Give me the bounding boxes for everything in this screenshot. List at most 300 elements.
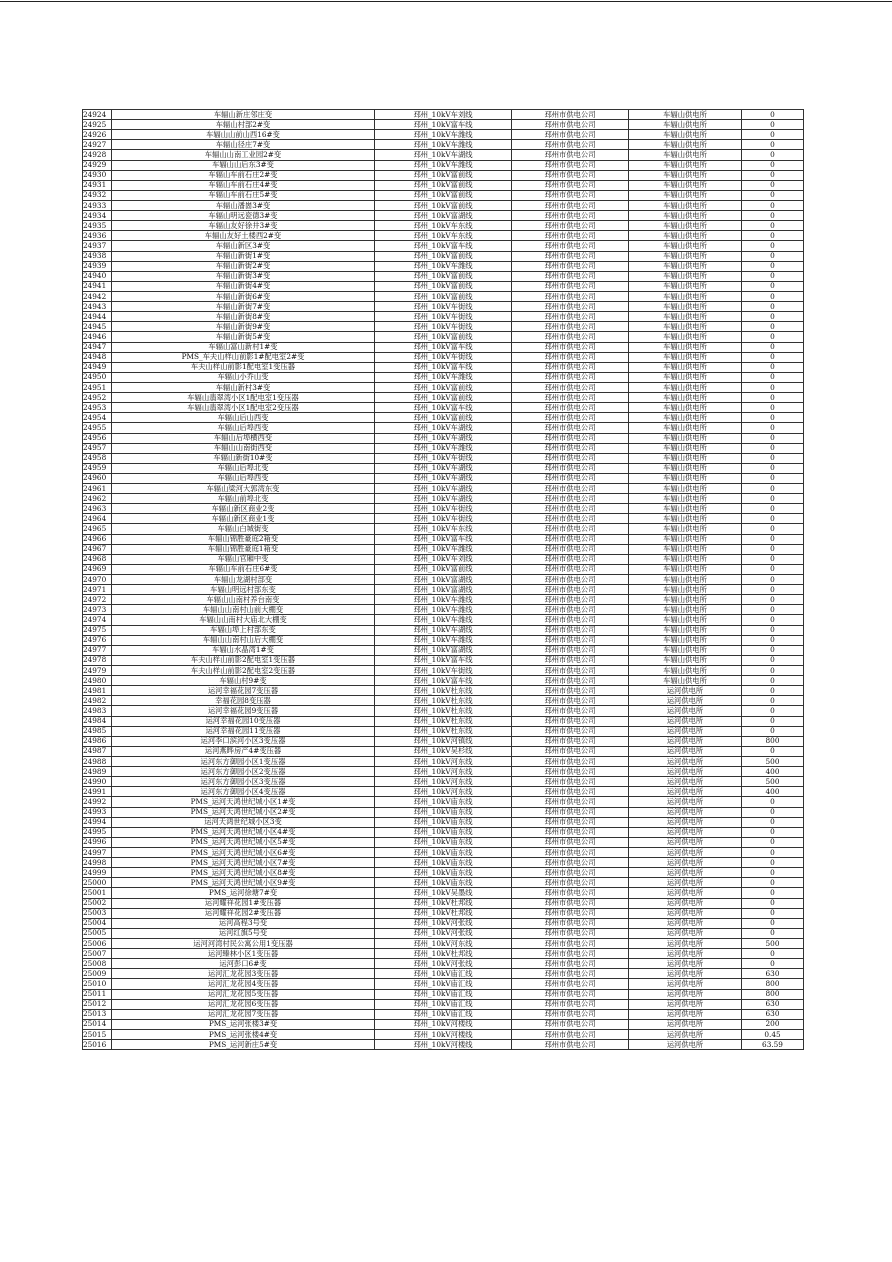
company-cell: 邳州市供电公司 bbox=[512, 150, 629, 160]
row-number-cell: 24985 bbox=[83, 726, 112, 736]
transformer-name-cell: PMS_运河新庄5#变 bbox=[112, 1040, 375, 1050]
station-cell: 车辐山供电所 bbox=[629, 271, 742, 281]
capacity-cell: 0 bbox=[742, 261, 804, 271]
station-cell: 车辐山供电所 bbox=[629, 473, 742, 483]
company-cell: 邳州市供电公司 bbox=[512, 514, 629, 524]
capacity-cell: 0 bbox=[742, 110, 804, 120]
capacity-cell: 0 bbox=[742, 716, 804, 726]
table-row bbox=[83, 686, 804, 696]
row-number-cell: 24953 bbox=[83, 403, 112, 413]
capacity-cell: 0 bbox=[742, 696, 804, 706]
feeder-line-cell: 邳州_10kV杜东线 bbox=[375, 716, 512, 726]
table-row bbox=[83, 453, 804, 463]
row-number-cell: 24934 bbox=[83, 211, 112, 221]
company-cell: 邳州市供电公司 bbox=[512, 635, 629, 645]
transformer-name-cell: 运河汇龙花园3变压器 bbox=[112, 969, 375, 979]
transformer-name-cell: 车辐山新街4#变 bbox=[112, 281, 375, 291]
capacity-cell: 630 bbox=[742, 1009, 804, 1019]
station-cell: 车辐山供电所 bbox=[629, 251, 742, 261]
station-cell: 运河供电所 bbox=[629, 746, 742, 756]
company-cell: 邳州市供电公司 bbox=[512, 807, 629, 817]
row-number-cell: 24937 bbox=[83, 241, 112, 251]
company-cell: 邳州市供电公司 bbox=[512, 585, 629, 595]
transformer-name-cell: 车辐山车前石庄4#变 bbox=[112, 180, 375, 190]
row-number-cell: 24993 bbox=[83, 807, 112, 817]
station-cell: 车辐山供电所 bbox=[629, 160, 742, 170]
company-cell: 邳州市供电公司 bbox=[512, 423, 629, 433]
capacity-cell: 0 bbox=[742, 362, 804, 372]
capacity-cell: 0 bbox=[742, 615, 804, 625]
company-cell: 邳州市供电公司 bbox=[512, 484, 629, 494]
transformer-name-cell: 运河臻林小区1变压器 bbox=[112, 949, 375, 959]
company-cell: 邳州市供电公司 bbox=[512, 261, 629, 271]
transformer-name-cell: 车辐山新街3#变 bbox=[112, 271, 375, 281]
transformer-name-cell: 运河东方御园小区2变压器 bbox=[112, 767, 375, 777]
transformer-name-cell: PMS_运河天鸿世纪城小区2#变 bbox=[112, 807, 375, 817]
station-cell: 车辐山供电所 bbox=[629, 362, 742, 372]
feeder-line-cell: 邳州_10kV车潍线 bbox=[375, 160, 512, 170]
company-cell: 邳州市供电公司 bbox=[512, 322, 629, 332]
station-cell: 运河供电所 bbox=[629, 767, 742, 777]
table-row bbox=[83, 908, 804, 918]
table-row bbox=[83, 716, 804, 726]
company-cell: 邳州市供电公司 bbox=[512, 676, 629, 686]
table-row bbox=[83, 180, 804, 190]
capacity-cell: 0 bbox=[742, 564, 804, 574]
station-cell: 车辐山供电所 bbox=[629, 635, 742, 645]
feeder-line-cell: 邳州_10kV车潍线 bbox=[375, 605, 512, 615]
company-cell: 邳州市供电公司 bbox=[512, 130, 629, 140]
transformer-name-cell: 运河东方御园小区3变压器 bbox=[112, 777, 375, 787]
transformer-name-cell: 车辐山新街8#变 bbox=[112, 312, 375, 322]
station-cell: 运河供电所 bbox=[629, 898, 742, 908]
station-cell: 车辐山供电所 bbox=[629, 190, 742, 200]
capacity-cell: 0 bbox=[742, 342, 804, 352]
capacity-cell: 0 bbox=[742, 858, 804, 868]
transformer-name-cell: PMS_运河徐塘7#变 bbox=[112, 888, 375, 898]
table-row bbox=[83, 868, 804, 878]
table-row bbox=[83, 767, 804, 777]
transformer-name-cell: 车辐山新街9#变 bbox=[112, 322, 375, 332]
table-row bbox=[83, 130, 804, 140]
station-cell: 车辐山供电所 bbox=[629, 524, 742, 534]
table-row bbox=[83, 160, 804, 170]
station-cell: 车辐山供电所 bbox=[629, 150, 742, 160]
row-number-cell: 25000 bbox=[83, 878, 112, 888]
station-cell: 车辐山供电所 bbox=[629, 605, 742, 615]
feeder-line-cell: 邳州_10kV车潍线 bbox=[375, 130, 512, 140]
company-cell: 邳州市供电公司 bbox=[512, 959, 629, 969]
row-number-cell: 24979 bbox=[83, 666, 112, 676]
table-row bbox=[83, 777, 804, 787]
table-row bbox=[83, 615, 804, 625]
station-cell: 运河供电所 bbox=[629, 959, 742, 969]
station-cell: 运河供电所 bbox=[629, 908, 742, 918]
transformer-name-cell: 车辐山山南工业园2#变 bbox=[112, 150, 375, 160]
capacity-cell: 0 bbox=[742, 484, 804, 494]
row-number-cell: 24952 bbox=[83, 393, 112, 403]
table-row bbox=[83, 393, 804, 403]
feeder-line-cell: 邳州_10kV富车线 bbox=[375, 403, 512, 413]
feeder-line-cell: 邳州_10kV富前线 bbox=[375, 271, 512, 281]
transformer-name-cell: 运河东方御园小区1变压器 bbox=[112, 757, 375, 767]
transformer-name-cell: 车辐山车前石庄5#变 bbox=[112, 190, 375, 200]
capacity-cell: 0 bbox=[742, 494, 804, 504]
company-cell: 邳州市供电公司 bbox=[512, 777, 629, 787]
company-cell: 邳州市供电公司 bbox=[512, 696, 629, 706]
feeder-line-cell: 邳州_10kV河张线 bbox=[375, 918, 512, 928]
transformer-name-cell: 车辐山新街10#变 bbox=[112, 453, 375, 463]
row-number-cell: 24970 bbox=[83, 575, 112, 585]
transformer-name-cell: PMS_运河张楼3#变 bbox=[112, 1019, 375, 1029]
table-row bbox=[83, 969, 804, 979]
station-cell: 车辐山供电所 bbox=[629, 676, 742, 686]
company-cell: 邳州市供电公司 bbox=[512, 726, 629, 736]
transformer-name-cell: 车夫山样山前影2配电室2变压器 bbox=[112, 666, 375, 676]
feeder-line-cell: 邳州_10kV车湖线 bbox=[375, 463, 512, 473]
company-cell: 邳州市供电公司 bbox=[512, 878, 629, 888]
capacity-cell: 0 bbox=[742, 413, 804, 423]
capacity-cell: 0 bbox=[742, 827, 804, 837]
station-cell: 运河供电所 bbox=[629, 807, 742, 817]
company-cell: 邳州市供电公司 bbox=[512, 736, 629, 746]
company-cell: 邳州市供电公司 bbox=[512, 716, 629, 726]
station-cell: 车辐山供电所 bbox=[629, 534, 742, 544]
row-number-cell: 24941 bbox=[83, 281, 112, 291]
table-row bbox=[83, 544, 804, 554]
transformer-name-cell: 运河幸福花园9变压器 bbox=[112, 706, 375, 716]
station-cell: 运河供电所 bbox=[629, 706, 742, 716]
row-number-cell: 24943 bbox=[83, 302, 112, 312]
company-cell: 邳州市供电公司 bbox=[512, 291, 629, 301]
transformer-name-cell: 车辐山山南村山前大棚变 bbox=[112, 605, 375, 615]
feeder-line-cell: 邳州_10kV车潍线 bbox=[375, 544, 512, 554]
company-cell: 邳州市供电公司 bbox=[512, 271, 629, 281]
row-number-cell: 24968 bbox=[83, 554, 112, 564]
transformer-name-cell: 车辐山前埠北变 bbox=[112, 494, 375, 504]
row-number-cell: 25005 bbox=[83, 928, 112, 938]
capacity-cell: 0 bbox=[742, 190, 804, 200]
transformer-name-cell: 车辐山锦胜豪庭1箱变 bbox=[112, 544, 375, 554]
feeder-line-cell: 邳州_10kV杜东线 bbox=[375, 726, 512, 736]
station-cell: 车辐山供电所 bbox=[629, 281, 742, 291]
capacity-cell: 0 bbox=[742, 271, 804, 281]
transformer-name-cell: 车辐山山南村大庙北大棚变 bbox=[112, 615, 375, 625]
table-row bbox=[83, 1029, 804, 1039]
company-cell: 邳州市供电公司 bbox=[512, 403, 629, 413]
company-cell: 邳州市供电公司 bbox=[512, 473, 629, 483]
row-number-cell: 25001 bbox=[83, 888, 112, 898]
transformer-name-cell: PMS_运河天鸿世纪城小区5#变 bbox=[112, 837, 375, 847]
transformer-name-cell: 车辐山龙湖村部变 bbox=[112, 575, 375, 585]
table-row bbox=[83, 757, 804, 767]
feeder-line-cell: 邳州_10kV车街线 bbox=[375, 504, 512, 514]
company-cell: 邳州市供电公司 bbox=[512, 564, 629, 574]
feeder-line-cell: 邳州_10kV杜邦线 bbox=[375, 908, 512, 918]
station-cell: 运河供电所 bbox=[629, 868, 742, 878]
company-cell: 邳州市供电公司 bbox=[512, 817, 629, 827]
transformer-name-cell: 运河红旗5号变 bbox=[112, 928, 375, 938]
table-row bbox=[83, 706, 804, 716]
row-number-cell: 24974 bbox=[83, 615, 112, 625]
row-number-cell: 25012 bbox=[83, 999, 112, 1009]
table-row bbox=[83, 827, 804, 837]
company-cell: 邳州市供电公司 bbox=[512, 241, 629, 251]
capacity-cell: 0 bbox=[742, 200, 804, 210]
station-cell: 运河供电所 bbox=[629, 757, 742, 767]
feeder-line-cell: 邳州_10kV富前线 bbox=[375, 382, 512, 392]
company-cell: 邳州市供电公司 bbox=[512, 918, 629, 928]
table-row bbox=[83, 140, 804, 150]
row-number-cell: 25016 bbox=[83, 1040, 112, 1050]
feeder-line-cell: 邳州_10kV车街线 bbox=[375, 322, 512, 332]
row-number-cell: 24981 bbox=[83, 686, 112, 696]
feeder-line-cell: 邳州_10kV河东线 bbox=[375, 787, 512, 797]
station-cell: 车辐山供电所 bbox=[629, 625, 742, 635]
row-number-cell: 24972 bbox=[83, 595, 112, 605]
station-cell: 车辐山供电所 bbox=[629, 291, 742, 301]
capacity-cell: 0 bbox=[742, 847, 804, 857]
company-cell: 邳州市供电公司 bbox=[512, 686, 629, 696]
capacity-cell: 0 bbox=[742, 898, 804, 908]
station-cell: 运河供电所 bbox=[629, 858, 742, 868]
row-number-cell: 24976 bbox=[83, 635, 112, 645]
transformer-name-cell: 幸福花园8变压器 bbox=[112, 696, 375, 706]
feeder-line-cell: 邳州_10kV庙东线 bbox=[375, 797, 512, 807]
capacity-cell: 0 bbox=[742, 473, 804, 483]
row-number-cell: 25015 bbox=[83, 1029, 112, 1039]
station-cell: 运河供电所 bbox=[629, 847, 742, 857]
row-number-cell: 24987 bbox=[83, 746, 112, 756]
row-number-cell: 24992 bbox=[83, 797, 112, 807]
capacity-cell: 0 bbox=[742, 221, 804, 231]
station-cell: 运河供电所 bbox=[629, 969, 742, 979]
company-cell: 邳州市供电公司 bbox=[512, 211, 629, 221]
row-number-cell: 24931 bbox=[83, 180, 112, 190]
feeder-line-cell: 邳州_10kV吴杉线 bbox=[375, 746, 512, 756]
capacity-cell: 0 bbox=[742, 403, 804, 413]
company-cell: 邳州市供电公司 bbox=[512, 1029, 629, 1039]
row-number-cell: 24999 bbox=[83, 868, 112, 878]
capacity-cell: 0 bbox=[742, 514, 804, 524]
table-row bbox=[83, 332, 804, 342]
table-row bbox=[83, 241, 804, 251]
company-cell: 邳州市供电公司 bbox=[512, 231, 629, 241]
station-cell: 车辐山供电所 bbox=[629, 332, 742, 342]
table-row bbox=[83, 888, 804, 898]
feeder-line-cell: 邳州_10kV车街线 bbox=[375, 453, 512, 463]
row-number-cell: 25013 bbox=[83, 1009, 112, 1019]
row-number-cell: 24963 bbox=[83, 504, 112, 514]
row-number-cell: 24927 bbox=[83, 140, 112, 150]
capacity-cell: 0 bbox=[742, 382, 804, 392]
capacity-cell: 0 bbox=[742, 130, 804, 140]
row-number-cell: 24973 bbox=[83, 605, 112, 615]
table-row bbox=[83, 989, 804, 999]
table-row bbox=[83, 666, 804, 676]
station-cell: 车辐山供电所 bbox=[629, 312, 742, 322]
company-cell: 邳州市供电公司 bbox=[512, 949, 629, 959]
station-cell: 车辐山供电所 bbox=[629, 443, 742, 453]
company-cell: 邳州市供电公司 bbox=[512, 342, 629, 352]
transformer-name-cell: PMS_运河天鸿世纪城小区4#变 bbox=[112, 827, 375, 837]
row-number-cell: 24996 bbox=[83, 837, 112, 847]
transformer-name-cell: 车辐山新区商业1变 bbox=[112, 514, 375, 524]
transformer-name-cell: 车辐山新庄邻庄变 bbox=[112, 110, 375, 120]
capacity-cell: 0 bbox=[742, 433, 804, 443]
company-cell: 邳州市供电公司 bbox=[512, 989, 629, 999]
capacity-cell: 0 bbox=[742, 554, 804, 564]
transformer-name-cell: 车辐山新区3#变 bbox=[112, 241, 375, 251]
table-row bbox=[83, 878, 804, 888]
capacity-cell: 0 bbox=[742, 120, 804, 130]
company-cell: 邳州市供电公司 bbox=[512, 190, 629, 200]
table-row bbox=[83, 200, 804, 210]
transformer-name-cell: PMS_运河天鸿世纪城小区9#变 bbox=[112, 878, 375, 888]
row-number-cell: 24928 bbox=[83, 150, 112, 160]
transformer-name-cell: 车辐山新街2#变 bbox=[112, 261, 375, 271]
station-cell: 运河供电所 bbox=[629, 1019, 742, 1029]
transformer-name-cell: 运河汇龙花园6变压器 bbox=[112, 999, 375, 1009]
capacity-cell: 0 bbox=[742, 423, 804, 433]
company-cell: 邳州市供电公司 bbox=[512, 382, 629, 392]
station-cell: 车辐山供电所 bbox=[629, 322, 742, 332]
company-cell: 邳州市供电公司 bbox=[512, 433, 629, 443]
feeder-line-cell: 邳州_10kV河楼线 bbox=[375, 1029, 512, 1039]
station-cell: 车辐山供电所 bbox=[629, 453, 742, 463]
row-number-cell: 25009 bbox=[83, 969, 112, 979]
transformer-name-cell: 运河汇龙花园5变压器 bbox=[112, 989, 375, 999]
transformer-name-cell: 车辐山山后东3#变 bbox=[112, 160, 375, 170]
feeder-line-cell: 邳州_10kV车街线 bbox=[375, 302, 512, 312]
company-cell: 邳州市供电公司 bbox=[512, 453, 629, 463]
station-cell: 车辐山供电所 bbox=[629, 645, 742, 655]
station-cell: 运河供电所 bbox=[629, 949, 742, 959]
row-number-cell: 24947 bbox=[83, 342, 112, 352]
row-number-cell: 24930 bbox=[83, 170, 112, 180]
row-number-cell: 24955 bbox=[83, 423, 112, 433]
feeder-line-cell: 邳州_10kV富前线 bbox=[375, 180, 512, 190]
company-cell: 邳州市供电公司 bbox=[512, 979, 629, 989]
table-row bbox=[83, 312, 804, 322]
station-cell: 运河供电所 bbox=[629, 888, 742, 898]
row-number-cell: 25006 bbox=[83, 938, 112, 948]
station-cell: 车辐山供电所 bbox=[629, 382, 742, 392]
station-cell: 运河供电所 bbox=[629, 827, 742, 837]
feeder-line-cell: 邳州_10kV杜东线 bbox=[375, 706, 512, 716]
feeder-line-cell: 邳州_10kV车东线 bbox=[375, 231, 512, 241]
station-cell: 运河供电所 bbox=[629, 989, 742, 999]
company-cell: 邳州市供电公司 bbox=[512, 140, 629, 150]
station-cell: 车辐山供电所 bbox=[629, 655, 742, 665]
feeder-line-cell: 邳州_10kV富前线 bbox=[375, 393, 512, 403]
transformer-name-cell: 车辐山新街1#变 bbox=[112, 251, 375, 261]
transformer-name-cell: 运河李口滨河小区3变压器 bbox=[112, 736, 375, 746]
table-row bbox=[83, 746, 804, 756]
capacity-cell: 0 bbox=[742, 312, 804, 322]
company-cell: 邳州市供电公司 bbox=[512, 544, 629, 554]
station-cell: 运河供电所 bbox=[629, 837, 742, 847]
station-cell: 车辐山供电所 bbox=[629, 615, 742, 625]
row-number-cell: 24948 bbox=[83, 352, 112, 362]
capacity-cell: 0 bbox=[742, 140, 804, 150]
capacity-cell: 0 bbox=[742, 807, 804, 817]
feeder-line-cell: 邳州_10kV车湖线 bbox=[375, 150, 512, 160]
row-number-cell: 24957 bbox=[83, 443, 112, 453]
table-row bbox=[83, 1019, 804, 1029]
feeder-line-cell: 邳州_10kV车街线 bbox=[375, 666, 512, 676]
station-cell: 车辐山供电所 bbox=[629, 564, 742, 574]
station-cell: 车辐山供电所 bbox=[629, 595, 742, 605]
capacity-cell: 630 bbox=[742, 969, 804, 979]
row-number-cell: 24942 bbox=[83, 291, 112, 301]
feeder-line-cell: 邳州_10kV车潍线 bbox=[375, 372, 512, 382]
capacity-cell: 630 bbox=[742, 999, 804, 1009]
company-cell: 邳州市供电公司 bbox=[512, 110, 629, 120]
company-cell: 邳州市供电公司 bbox=[512, 595, 629, 605]
table-row bbox=[83, 625, 804, 635]
station-cell: 运河供电所 bbox=[629, 787, 742, 797]
row-number-cell: 24982 bbox=[83, 696, 112, 706]
feeder-line-cell: 邳州_10kV杜邦线 bbox=[375, 949, 512, 959]
row-number-cell: 24991 bbox=[83, 787, 112, 797]
capacity-cell: 0 bbox=[742, 888, 804, 898]
row-number-cell: 24965 bbox=[83, 524, 112, 534]
capacity-cell: 0 bbox=[742, 231, 804, 241]
table-row bbox=[83, 605, 804, 615]
company-cell: 邳州市供电公司 bbox=[512, 969, 629, 979]
transformer-name-cell: 车辐山山南村养台南变 bbox=[112, 595, 375, 605]
station-cell: 车辐山供电所 bbox=[629, 261, 742, 271]
feeder-line-cell: 邳州_10kV富前线 bbox=[375, 564, 512, 574]
capacity-cell: 0 bbox=[742, 241, 804, 251]
station-cell: 运河供电所 bbox=[629, 878, 742, 888]
station-cell: 车辐山供电所 bbox=[629, 666, 742, 676]
transformer-name-cell: 车辐山径庄7#变 bbox=[112, 140, 375, 150]
table-row bbox=[83, 403, 804, 413]
feeder-line-cell: 邳州_10kV富湖线 bbox=[375, 211, 512, 221]
table-row bbox=[83, 291, 804, 301]
transformer-name-cell: 车辐山后埠北变 bbox=[112, 463, 375, 473]
table-row bbox=[83, 352, 804, 362]
feeder-line-cell: 邳州_10kV车湖线 bbox=[375, 423, 512, 433]
row-number-cell: 25004 bbox=[83, 918, 112, 928]
row-number-cell: 24975 bbox=[83, 625, 112, 635]
table-row bbox=[83, 858, 804, 868]
capacity-cell: 0 bbox=[742, 837, 804, 847]
row-number-cell: 24938 bbox=[83, 251, 112, 261]
row-number-cell: 24998 bbox=[83, 858, 112, 868]
capacity-cell: 63.59 bbox=[742, 1040, 804, 1050]
transformer-name-cell: 运河汇龙花园7变压器 bbox=[112, 1009, 375, 1019]
row-number-cell: 24956 bbox=[83, 433, 112, 443]
transformer-name-cell: 运河耀祥花园2#变压器 bbox=[112, 908, 375, 918]
transformer-name-cell: PMS_车夫山样山前影1#配电室2#变 bbox=[112, 352, 375, 362]
company-cell: 邳州市供电公司 bbox=[512, 494, 629, 504]
feeder-line-cell: 邳州_10kV车潍线 bbox=[375, 615, 512, 625]
transformer-name-cell: 车辐山梁河大郭湾东变 bbox=[112, 484, 375, 494]
feeder-line-cell: 邳州_10kV车刘线 bbox=[375, 554, 512, 564]
company-cell: 邳州市供电公司 bbox=[512, 888, 629, 898]
station-cell: 车辐山供电所 bbox=[629, 241, 742, 251]
table-row bbox=[83, 938, 804, 948]
capacity-cell: 0 bbox=[742, 746, 804, 756]
transformer-name-cell: 运河彭口6#变 bbox=[112, 959, 375, 969]
table-row bbox=[83, 959, 804, 969]
feeder-line-cell: 邳州_10kV庙汇线 bbox=[375, 989, 512, 999]
company-cell: 邳州市供电公司 bbox=[512, 757, 629, 767]
transformer-name-cell: 车辐山车前石庄6#变 bbox=[112, 564, 375, 574]
